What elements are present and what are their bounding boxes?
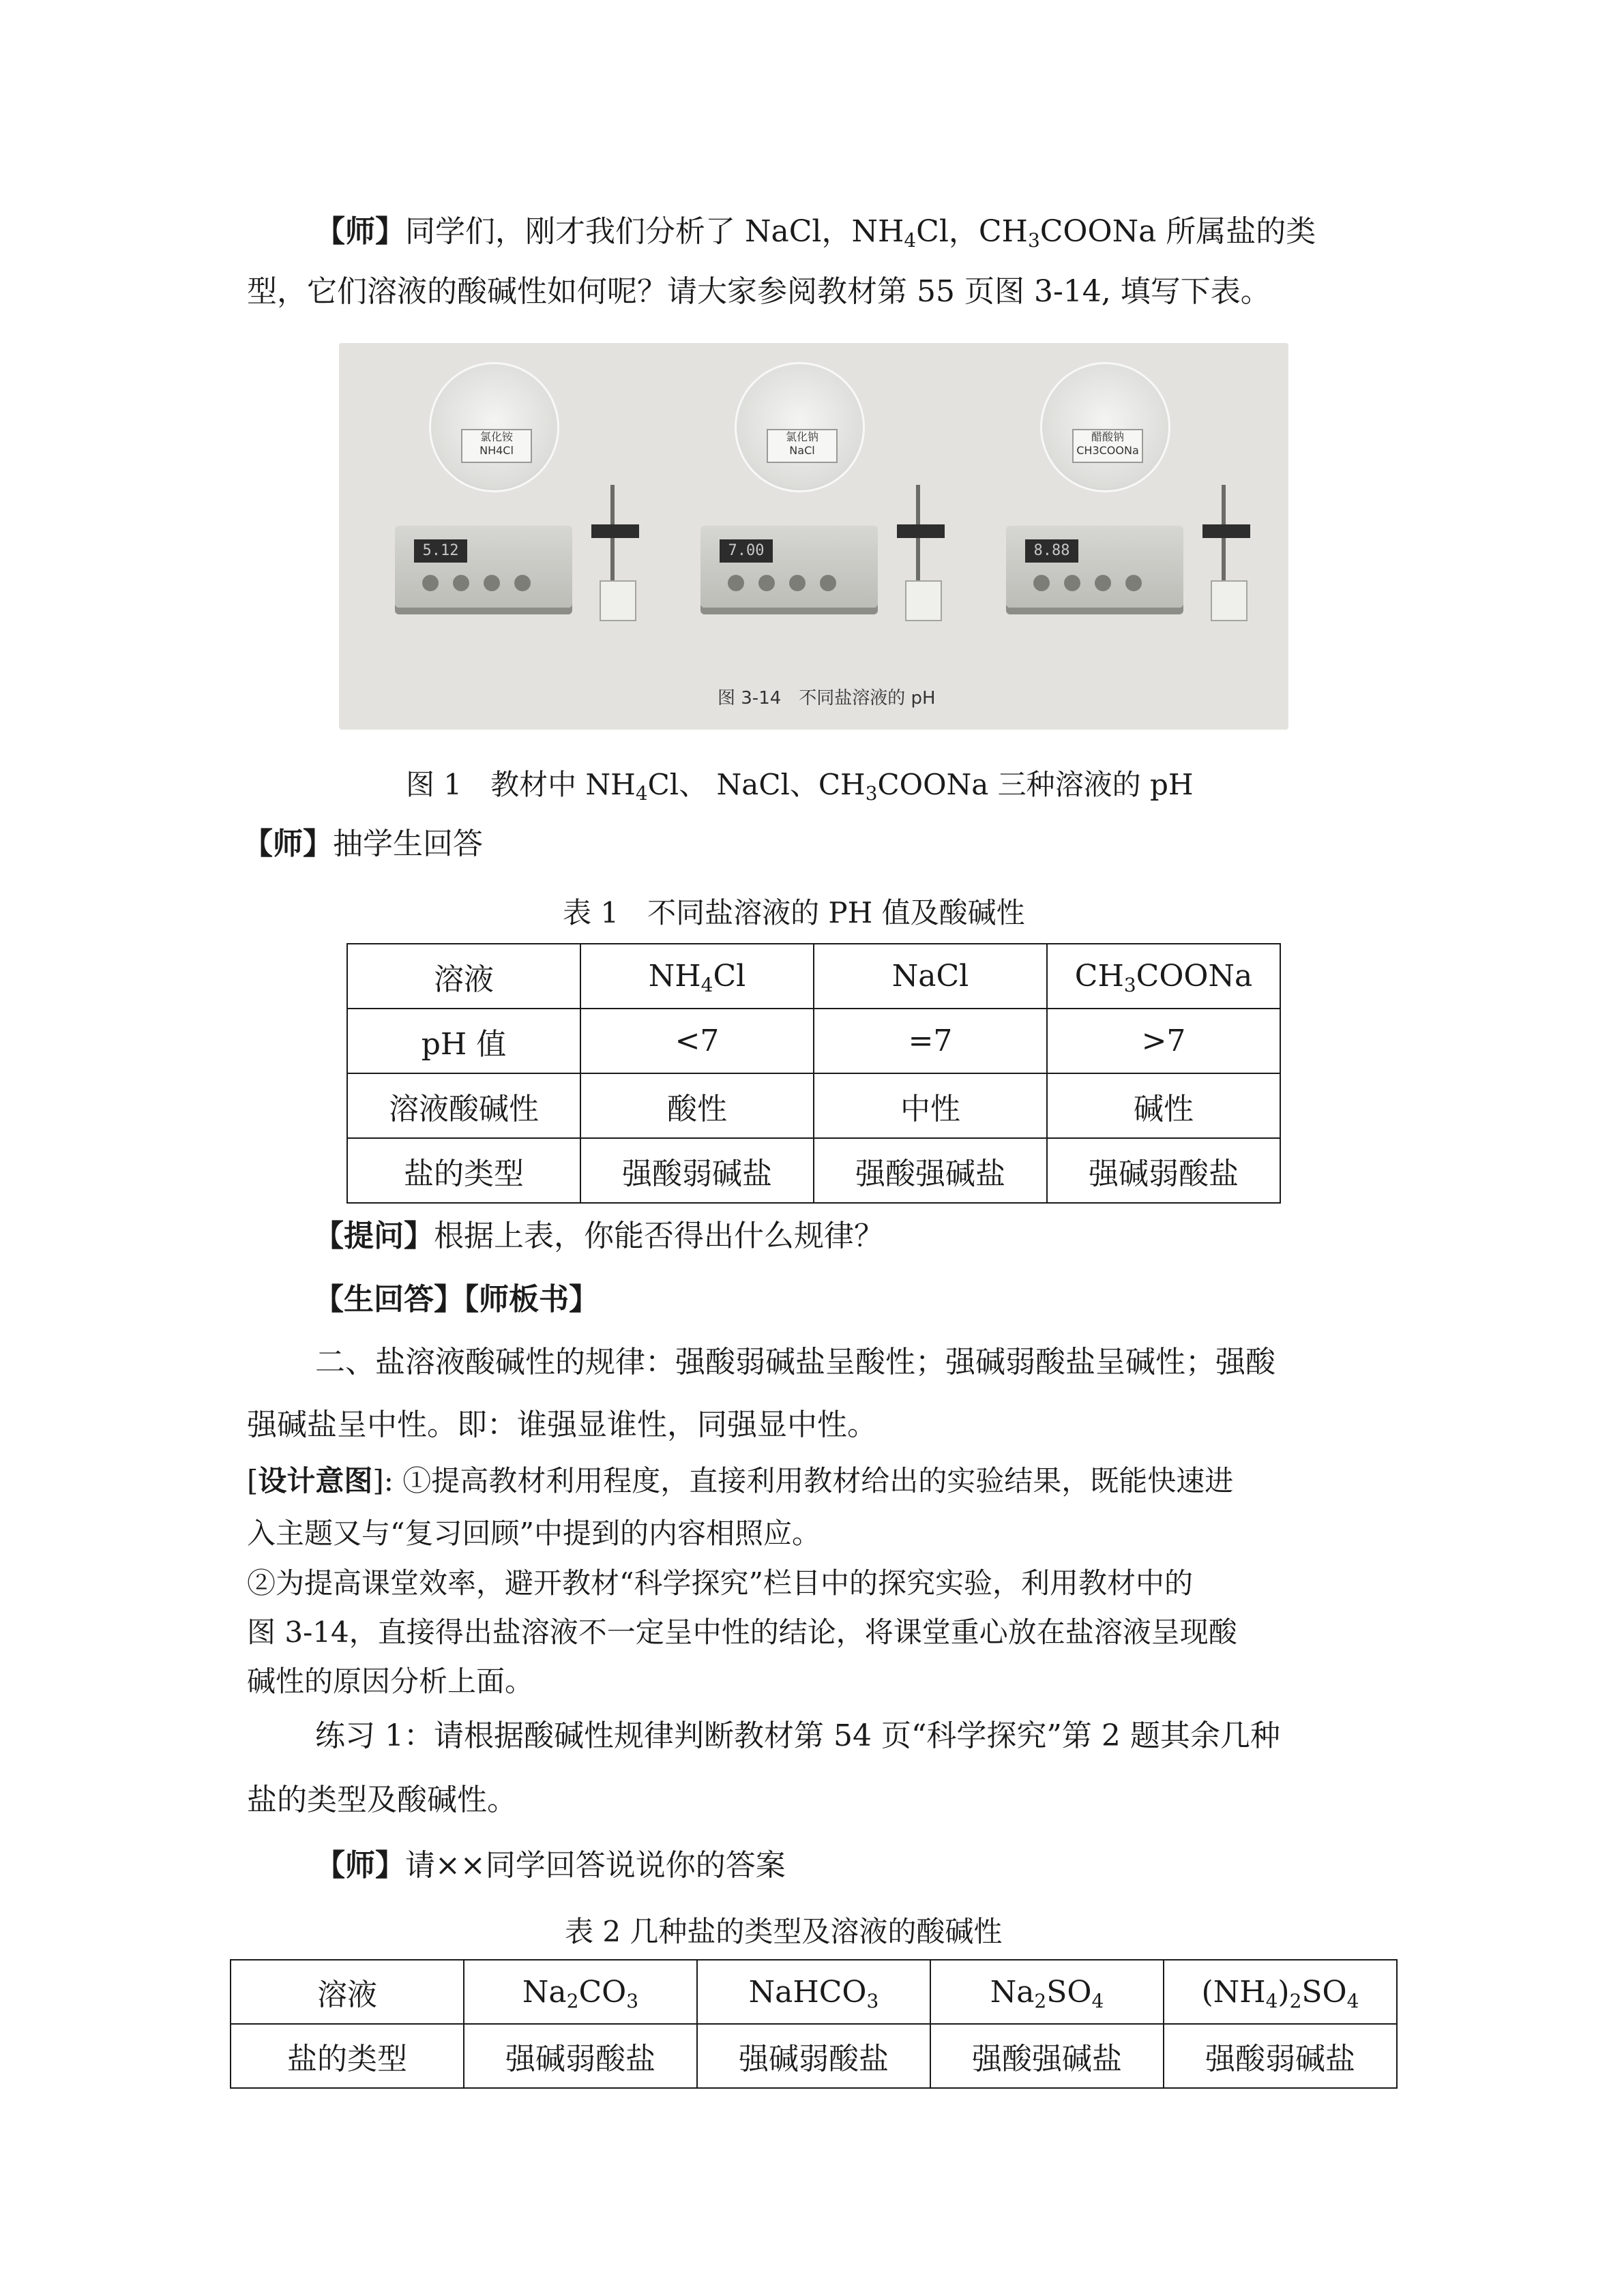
table-cell <box>580 944 814 1009</box>
table-salt-types <box>230 1959 1398 2089</box>
table-cell: <7 <box>580 1009 814 1073</box>
subscript: 3 <box>866 1989 879 2012</box>
knob-icon <box>820 575 836 591</box>
design-intent-line1 <box>247 1458 1233 1504</box>
meter-display: 7.00 <box>720 539 773 563</box>
table-header-row <box>347 944 1280 1009</box>
knob-icon <box>1095 575 1111 591</box>
panel-nacl <box>680 362 970 676</box>
ph-meter <box>395 526 572 608</box>
paragraph-intro-line2: 型，它们溶液的酸碱性如何呢？请大家参阅教材第 55 页图 3-14, 填写下表。 <box>247 274 1271 309</box>
subscript: 2 <box>1034 1989 1047 2012</box>
subscript: 3 <box>1123 974 1136 996</box>
knob-icon <box>1064 575 1080 591</box>
table-ph-of-salts <box>346 943 1281 1204</box>
knob-icon <box>453 575 469 591</box>
table-cell <box>464 1960 697 2024</box>
table-cell: 碱性 <box>1047 1073 1280 1138</box>
text-segment: CO <box>578 1974 627 2010</box>
text-segment: Na <box>990 1974 1035 2010</box>
subscript: 4 <box>1346 1989 1359 2012</box>
beaker-label: 氯化铵 NH4Cl <box>461 429 532 463</box>
design-intent-line5: 碱性的原因分析上面。 <box>247 1665 534 1698</box>
text-segment: NH <box>648 959 701 994</box>
sample-beaker <box>905 580 942 621</box>
sample-beaker <box>1211 580 1247 621</box>
table-cell: 溶液酸碱性 <box>347 1073 580 1138</box>
electrode-clamp <box>591 524 639 538</box>
textbook-figure-ph-meters <box>339 343 1288 730</box>
paragraph-intro-line1 <box>315 199 1316 268</box>
table2-caption: 表 2 几种盐的类型及溶液的酸碱性 <box>565 1915 1003 1948</box>
paragraph-exercise-line1: 练习 1：请根据酸碱性规律判断教材第 54 页“科学探究”第 2 题其余几种 <box>315 1718 1280 1753</box>
subscript: 2 <box>566 1989 579 2012</box>
meter-display: 8.88 <box>1025 539 1078 563</box>
subscript: 4 <box>1265 1989 1278 2012</box>
text-segment: Na <box>522 1974 567 2010</box>
subscript: 3 <box>626 1989 639 2012</box>
meter-display: 5.12 <box>414 539 467 563</box>
table-cell: 强碱弱酸盐 <box>464 2024 697 2088</box>
text-segment: Cl，CH <box>916 214 1028 249</box>
subscript: 4 <box>904 229 917 252</box>
subscript: 2 <box>1289 1989 1302 2012</box>
text-segment: ) <box>1278 1974 1290 2010</box>
paragraph-rule-line2: 强碱盐呈中性。即：谁强显谁性，同强显中性。 <box>247 1407 877 1442</box>
text-segment: (NH <box>1201 1974 1266 2010</box>
design-intent-line4: 图 3-14，直接得出盐溶液不一定呈中性的结论，将课堂重心放在盐溶液呈现酸 <box>247 1615 1237 1649</box>
knob-icon <box>758 575 775 591</box>
text-segment: 图 1 教材中 NH <box>406 768 636 801</box>
table-cell <box>930 1960 1164 2024</box>
table-cell: 强碱弱酸盐 <box>697 2024 930 2088</box>
knob-icon <box>728 575 744 591</box>
paragraph-teacher-call <box>315 1833 786 1898</box>
paragraph-rule-line1: 二、盐溶液酸碱性的规律：强酸弱碱盐呈酸性；强碱弱酸盐呈碱性；强酸 <box>315 1345 1275 1380</box>
speaker-tag: 【师】 <box>315 214 405 249</box>
paragraph-exercise-line2: 盐的类型及酸碱性。 <box>247 1783 517 1817</box>
design-intent-line3: ②为提高课堂效率，避开教材“科学探究”栏目中的探究实验，利用教材中的 <box>247 1566 1193 1600</box>
table-cell: 强酸强碱盐 <box>930 2024 1164 2088</box>
text-segment: ]: <box>372 1464 403 1497</box>
knob-icon <box>484 575 500 591</box>
table-row <box>347 1138 1280 1203</box>
knob-icon <box>514 575 531 591</box>
table-cell: 酸性 <box>580 1073 814 1138</box>
table-cell <box>697 1960 930 2024</box>
beaker-closeup <box>429 362 559 492</box>
panel-ch3coona <box>986 362 1275 676</box>
text-segment: Cl <box>713 959 746 994</box>
table-cell: 溶液 <box>347 944 580 1009</box>
table-cell: >7 <box>1047 1009 1280 1073</box>
figure-inner-caption: 图 3-14 不同盐溶液的 pH <box>718 688 936 709</box>
beaker-label: 氯化钠 NaCl <box>767 429 838 463</box>
speaker-tag: 【师】 <box>243 826 333 861</box>
text-segment: SO <box>1046 1974 1092 2010</box>
text-segment: 请××同学回答说说你的答案 <box>405 1848 786 1883</box>
table-cell: 强酸弱碱盐 <box>580 1138 814 1203</box>
text-segment: ①提高教材利用程度，直接利用教材给出的实验结果，既能快速进 <box>402 1464 1234 1497</box>
knob-icon <box>789 575 806 591</box>
sample-beaker <box>600 580 636 621</box>
knob-icon <box>1125 575 1142 591</box>
text-segment: COONa <box>1136 959 1253 994</box>
text-segment: 抽学生回答 <box>333 826 483 861</box>
table-row <box>347 1073 1280 1138</box>
text-segment: SO <box>1301 1974 1347 2010</box>
ph-meter <box>1006 526 1183 608</box>
table-cell <box>1164 1960 1397 2024</box>
design-intent-line2: 入主题又与“复习回顾”中提到的内容相照应。 <box>247 1517 821 1550</box>
text-segment: Cl、 NaCl、CH <box>647 768 866 801</box>
subscript: 4 <box>635 782 648 805</box>
text-segment: 同学们，刚才我们分析了 NaCl，NH <box>405 214 904 249</box>
text-segment: NaHCO <box>748 1974 867 2010</box>
beaker-closeup <box>1040 362 1170 492</box>
electrode-clamp <box>897 524 945 538</box>
table-cell: 强酸弱碱盐 <box>1164 2024 1397 2088</box>
table-cell: =7 <box>814 1009 1047 1073</box>
table-cell: 盐的类型 <box>231 2024 464 2088</box>
speaker-tag: 【师】 <box>315 1848 405 1883</box>
table-row <box>347 1009 1280 1073</box>
text-segment: COONa 三种溶液的 pH <box>877 768 1194 801</box>
table-cell <box>1047 944 1280 1009</box>
subscript: 4 <box>700 974 713 996</box>
table-cell: pH 值 <box>347 1009 580 1073</box>
paragraph-question <box>314 1204 884 1269</box>
beaker-label: 醋酸钠 CH3COONa <box>1072 429 1143 463</box>
text-segment: 根据上表，你能否得出什么规律？ <box>434 1219 884 1253</box>
text-segment: CH <box>1074 959 1124 994</box>
paragraph-board-note: 【生回答】【师板书】 <box>314 1282 599 1317</box>
design-intent-tag: 设计意图 <box>258 1464 373 1497</box>
table-cell: 中性 <box>814 1073 1047 1138</box>
table-header-row <box>231 1960 1397 2024</box>
electrode-clamp <box>1202 524 1250 538</box>
figure-caption <box>406 762 1194 803</box>
table-cell: 强碱弱酸盐 <box>1047 1138 1280 1203</box>
subscript: 4 <box>1091 1989 1104 2012</box>
speaker-tag: 【提问】 <box>314 1219 434 1253</box>
table-cell: 溶液 <box>231 1960 464 2024</box>
knob-icon <box>422 575 439 591</box>
text-segment: COONa 所属盐的类 <box>1039 214 1316 249</box>
table-row <box>231 2024 1397 2088</box>
table-cell: 盐的类型 <box>347 1138 580 1203</box>
text-segment: [ <box>247 1464 259 1497</box>
knob-icon <box>1033 575 1050 591</box>
table1-caption: 表 1 不同盐溶液的 PH 值及酸碱性 <box>563 896 1025 929</box>
table-cell: NaCl <box>814 944 1047 1009</box>
ph-meter <box>700 526 878 608</box>
paragraph-teacher-ask <box>243 811 483 877</box>
table-cell: 强酸强碱盐 <box>814 1138 1047 1203</box>
beaker-closeup <box>735 362 865 492</box>
subscript: 3 <box>1027 229 1040 252</box>
panel-nh4cl <box>374 362 664 676</box>
subscript: 3 <box>865 782 878 805</box>
